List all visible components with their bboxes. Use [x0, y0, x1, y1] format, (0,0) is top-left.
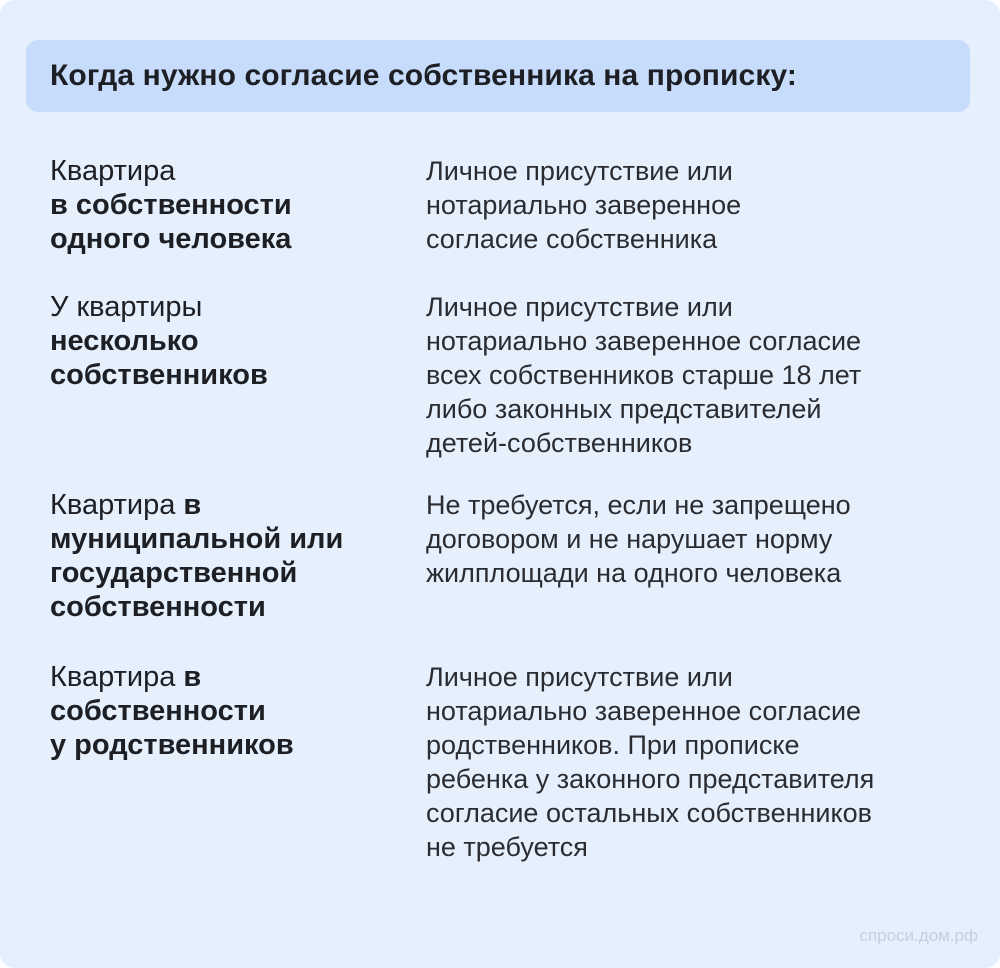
requirement-line: Личное присутствие или	[426, 662, 733, 692]
property-type-line: муниципальной или	[50, 523, 344, 555]
requirement-cell	[426, 290, 960, 460]
requirement-line: договором и не нарушает норму	[426, 524, 833, 554]
property-type-line: у родственников	[50, 729, 294, 761]
requirement-line: нотариально заверенное	[426, 190, 742, 220]
property-type-line: государственной	[50, 557, 298, 589]
property-type-cell	[50, 660, 400, 762]
property-type-line: одного человека	[50, 223, 292, 255]
property-type-line: собственности	[50, 591, 266, 623]
property-type-line: У квартиры	[50, 291, 203, 323]
requirement-cell	[426, 488, 960, 590]
requirement-line: детей-собственников	[426, 428, 693, 458]
requirement-line: нотариально заверенное согласие	[426, 696, 862, 726]
property-type-line: в	[183, 661, 202, 693]
requirement-line: не требуется	[426, 832, 588, 862]
property-type-line: Квартира	[50, 661, 184, 693]
requirement-line: Личное присутствие или	[426, 156, 733, 186]
requirement-cell	[426, 660, 960, 864]
property-type-line: Квартира	[50, 489, 184, 521]
requirement-line: Не требуется, если не запрещено	[426, 490, 851, 520]
watermark-text: спроси.дом.рф	[859, 926, 978, 945]
requirement-line: согласие собственника	[426, 224, 718, 254]
requirement-line: либо законных представителей	[426, 394, 822, 424]
requirement-line: Личное присутствие или	[426, 292, 733, 322]
header-banner	[26, 40, 970, 112]
requirement-line: родственников. При прописке	[426, 730, 800, 760]
property-type-line: несколько	[50, 325, 199, 357]
property-type-cell	[50, 488, 400, 624]
property-type-line: в	[183, 489, 202, 521]
property-type-line: в собственности	[50, 189, 292, 221]
requirement-line: жилплощади на одного человека	[426, 558, 842, 588]
property-type-cell	[50, 290, 400, 392]
requirement-line: ребенка у законного представителя	[426, 764, 875, 794]
property-type-line: собственности	[50, 695, 266, 727]
property-type-cell	[50, 154, 400, 256]
property-type-line: Квартира	[50, 155, 176, 187]
property-type-line: собственников	[50, 359, 268, 391]
requirement-line: нотариально заверенное согласие	[426, 326, 862, 356]
requirement-cell	[426, 154, 960, 256]
requirement-line: согласие остальных собственников	[426, 798, 872, 828]
page-title: Когда нужно согласие собственника на прописку:	[50, 59, 797, 92]
requirement-line: всех собственников старше 18 лет	[426, 360, 862, 390]
